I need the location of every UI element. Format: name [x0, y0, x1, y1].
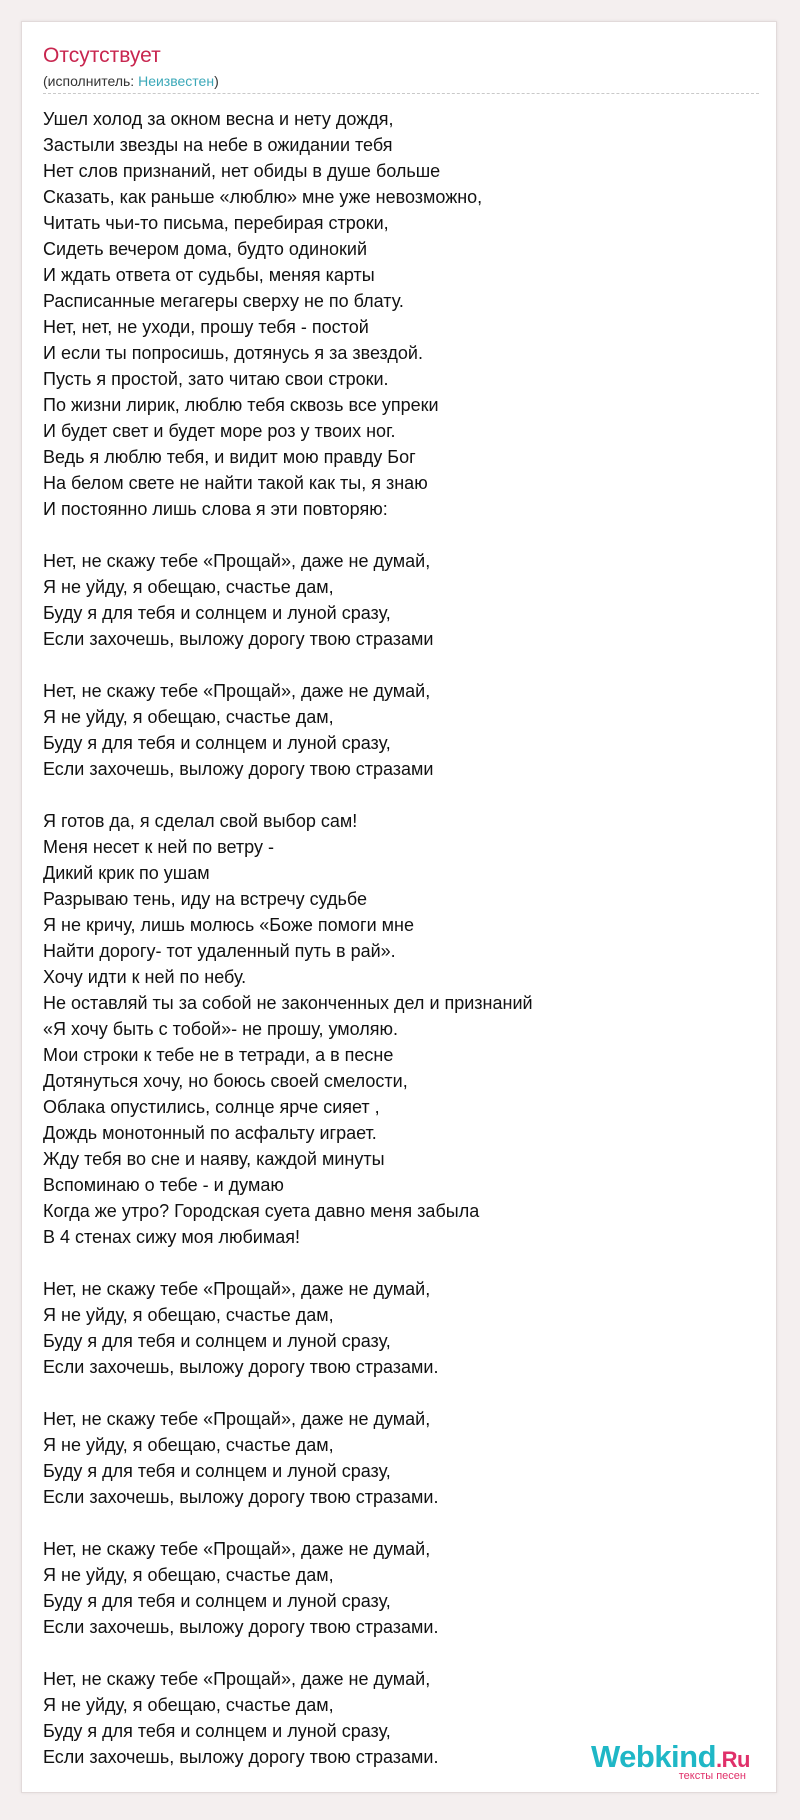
lyrics-line: Буду я для тебя и солнцем и луной сразу, [43, 603, 391, 623]
title-divider [43, 93, 759, 94]
lyrics-line: И постоянно лишь слова я эти повторяю: [43, 499, 388, 519]
lyrics-line: По жизни лирик, люблю тебя сквозь все упреки [43, 395, 439, 415]
lyrics-line: Буду я для тебя и солнцем и луной сразу, [43, 1721, 391, 1741]
lyrics-stanza [43, 678, 759, 782]
lyrics-line: Расписанные мегагеры сверху не по блату. [43, 291, 404, 311]
lyrics-line: Если захочешь, выложу дорогу твою стразами. [43, 1617, 439, 1637]
lyrics-line: Нет слов признаний, нет обиды в душе больше [43, 161, 441, 181]
lyrics-line: Не оставляй ты за собой не законченных дел и признаний [43, 993, 533, 1013]
lyrics-text [43, 106, 759, 1796]
lyrics-line: Застыли звезды на небе в ожидании тебя [43, 135, 393, 155]
lyrics-line: Жду тебя во сне и наяву, каждой минуты [43, 1149, 385, 1169]
lyrics-line: Нет, не скажу тебе «Прощай», даже не думай, [43, 1539, 431, 1559]
lyrics-card [21, 21, 777, 1793]
lyrics-line: «Я хочу быть с тобой»- не прошу, умоляю. [43, 1019, 399, 1039]
lyrics-line: Разрываю тень, иду на встречу судьбе [43, 889, 367, 909]
lyrics-line: Я готов да, я сделал свой выбор сам! [43, 811, 358, 831]
lyrics-line: Ушел холод за окном весна и нету дождя, [43, 109, 394, 129]
artist-prefix: (исполнитель: [43, 73, 139, 89]
lyrics-line: Когда же утро? Городская суета давно меня забыла [43, 1201, 480, 1221]
logo-main-text: Webkind [590, 1739, 717, 1774]
lyrics-line: Нет, не скажу тебе «Прощай», даже не думай, [43, 551, 431, 571]
lyrics-line: Меня несет к ней по ветру - [43, 837, 274, 857]
lyrics-line: Сказать, как раньше «люблю» мне уже невозможно, [43, 187, 483, 207]
lyrics-line: Буду я для тебя и солнцем и луной сразу, [43, 733, 391, 753]
logo-tagline: тексты песен [678, 1770, 746, 1782]
lyrics-line: Ведь я люблю тебя, и видит мою правду Бог [43, 447, 416, 467]
lyrics-stanza [43, 106, 759, 522]
lyrics-line: Если захочешь, выложу дорогу твою стразами. [43, 1487, 439, 1507]
lyrics-line: Буду я для тебя и солнцем и луной сразу, [43, 1591, 391, 1611]
lyrics-line: И ждать ответа от судьбы, меняя карты [43, 265, 375, 285]
lyrics-line: И будет свет и будет море роз у твоих ног. [43, 421, 396, 441]
lyrics-line: Я не уйду, я обещаю, счастье дам, [43, 1565, 334, 1585]
artist-link[interactable]: Неизвестен [138, 73, 215, 89]
lyrics-line: Читать чьи-то письма, перебирая строки, [43, 213, 389, 233]
lyrics-line: На белом свете не найти такой как ты, я знаю [43, 473, 428, 493]
lyrics-stanza [43, 1276, 759, 1380]
lyrics-line: Если захочешь, выложу дорогу твою стразами [43, 629, 434, 649]
lyrics-stanza [43, 808, 759, 1250]
lyrics-line: В 4 стенах сижу моя любимая! [43, 1227, 300, 1247]
lyrics-line: Сидеть вечером дома, будто одинокий [43, 239, 368, 259]
lyrics-line: Я не уйду, я обещаю, счастье дам, [43, 1435, 334, 1455]
lyrics-line: Дождь монотонный по асфальту играет. [43, 1123, 377, 1143]
lyrics-line: Если захочешь, выложу дорогу твою стразами. [43, 1357, 439, 1377]
artist-suffix: ) [214, 73, 219, 89]
lyrics-line: Я не уйду, я обещаю, счастье дам, [43, 577, 334, 597]
lyrics-line: Нет, не скажу тебе «Прощай», даже не думай, [43, 681, 431, 701]
lyrics-line: Нет, не скажу тебе «Прощай», даже не думай, [43, 1409, 431, 1429]
lyrics-line: Хочу идти к ней по небу. [43, 967, 247, 987]
lyrics-stanza [43, 1406, 759, 1510]
song-title: Отсутствует [43, 44, 161, 67]
lyrics-line: И если ты попросишь, дотянусь я за звездой. [43, 343, 423, 363]
lyrics-stanza [43, 1536, 759, 1640]
artist-line [43, 73, 219, 89]
lyrics-line: Вспоминаю о тебе - и думаю [43, 1175, 284, 1195]
lyrics-line: Если захочешь, выложу дорогу твою стразами. [43, 1747, 439, 1767]
lyrics-line: Облака опустились, солнце ярче сияет , [43, 1097, 380, 1117]
lyrics-stanza [43, 548, 759, 652]
lyrics-line: Я не уйду, я обещаю, счастье дам, [43, 1695, 334, 1715]
lyrics-line: Дикий крик по ушам [43, 863, 210, 883]
lyrics-line: Нет, не скажу тебе «Прощай», даже не думай, [43, 1279, 431, 1299]
lyrics-line: Буду я для тебя и солнцем и луной сразу, [43, 1331, 391, 1351]
lyrics-line: Дотянуться хочу, но боюсь своей смелости, [43, 1071, 408, 1091]
lyrics-line: Нет, не скажу тебе «Прощай», даже не думай, [43, 1669, 431, 1689]
lyrics-line: Если захочешь, выложу дорогу твою стразами [43, 759, 434, 779]
lyrics-line: Найти дорогу- тот удаленный путь в рай». [43, 941, 396, 961]
lyrics-line: Буду я для тебя и солнцем и луной сразу, [43, 1461, 391, 1481]
lyrics-line: Пусть я простой, зато читаю свои строки. [43, 369, 389, 389]
lyrics-line: Мои строки к тебе не в тетради, а в песне [43, 1045, 394, 1065]
lyrics-line: Я не уйду, я обещаю, счастье дам, [43, 707, 334, 727]
lyrics-line: Я не уйду, я обещаю, счастье дам, [43, 1305, 334, 1325]
lyrics-line: Я не кричу, лишь молюсь «Боже помоги мне [43, 915, 414, 935]
logo-tld: .Ru [716, 1747, 750, 1772]
lyrics-line: Нет, нет, не уходи, прошу тебя - постой [43, 317, 369, 337]
site-logo[interactable] [591, 1741, 750, 1782]
